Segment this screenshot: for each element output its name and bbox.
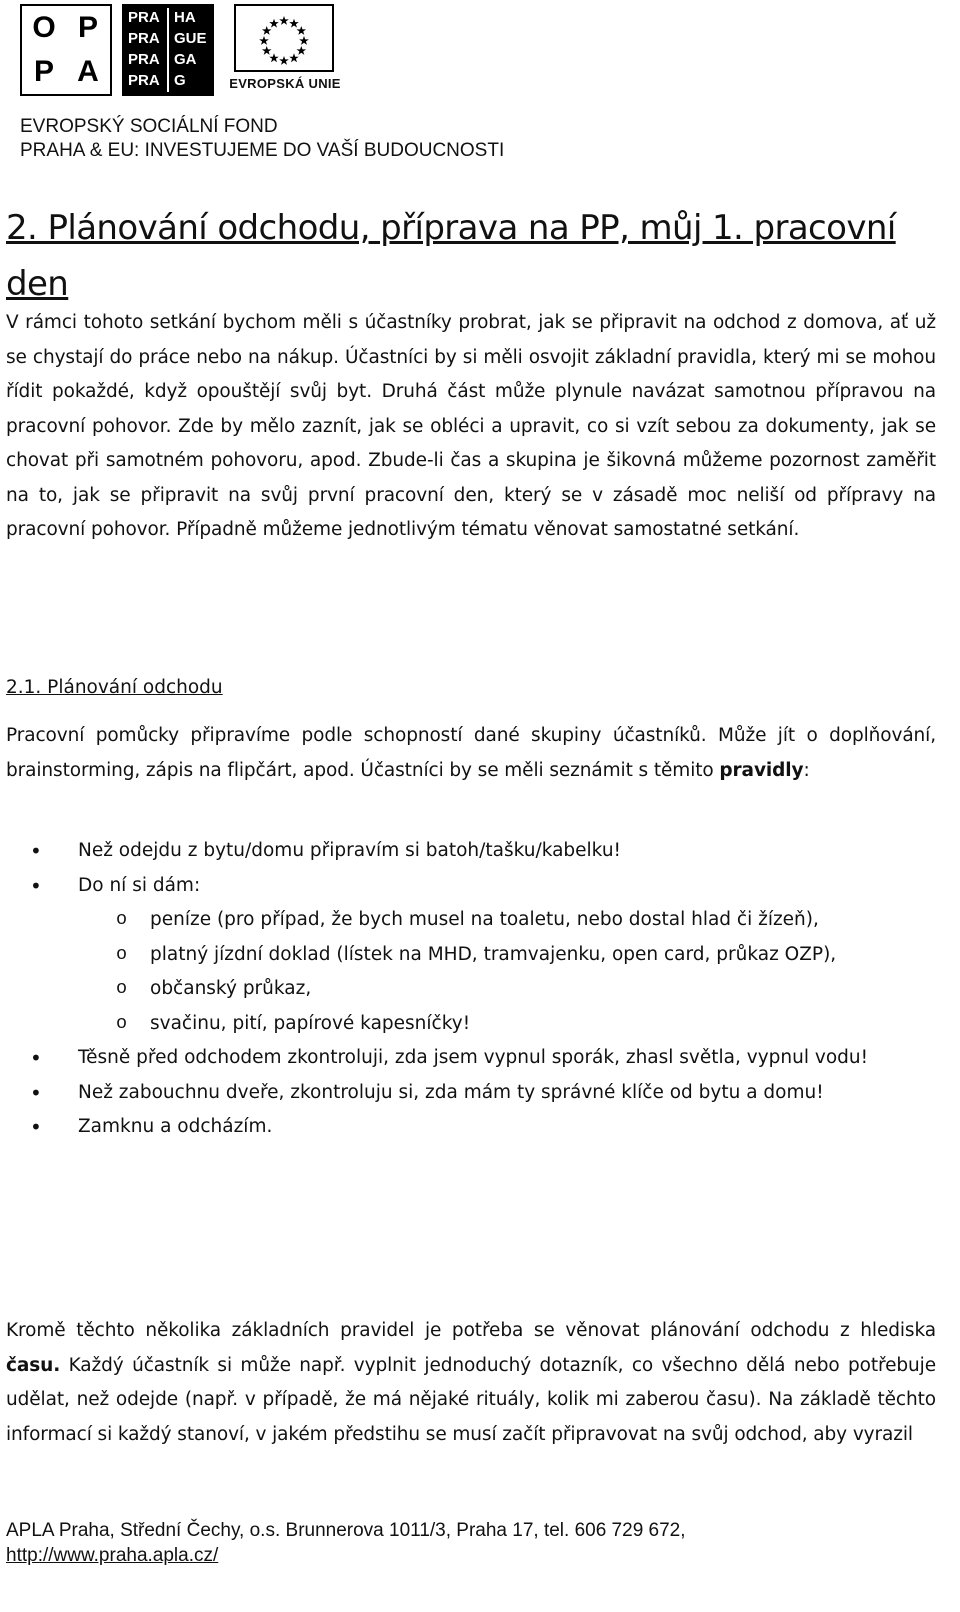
prague-logo (122, 4, 214, 96)
prague-logo-text: PRA (128, 30, 160, 47)
prague-logo-text: PRA (128, 51, 160, 68)
eu-flag-icon (234, 4, 334, 72)
oppa-logo-letter: O (22, 6, 66, 50)
prague-logo-text: PRA (128, 72, 160, 89)
rules-intro-text: Pracovní pomůcky připravíme podle schopností dané skupiny účastníků. Může jít o doplňování, brainstorming, zápis na flipčárt, apod. Účastníci by se měli seznámit s těmito (6, 725, 936, 781)
prague-logo-text: GUE (174, 30, 207, 47)
bag-item: o platný jízdní doklad (lístek na MHD, tramvajenku, open card, průkaz OZP), (78, 938, 936, 973)
oppa-logo (20, 4, 112, 96)
eu-stars-icon (236, 6, 332, 70)
rule-item: • Těsně před odchodem zkontroluji, zda jsem vypnul sporák, zhasl světla, vypnul vodu! (6, 1041, 936, 1076)
prague-logo-text: GA (174, 51, 197, 68)
prague-logo-text: G (174, 72, 186, 89)
footer-address: APLA Praha, Střední Čechy, o.s. Brunnerova 1011/3, Praha 17, tel. 606 729 672, (6, 1520, 686, 1541)
eu-logo (226, 4, 344, 96)
fund-line-1: EVROPSKÝ SOCIÁLNÍ FOND (20, 116, 278, 137)
prague-logo-text: PRA (128, 9, 160, 26)
time-keyword: času. (6, 1354, 61, 1376)
bag-item: o peníze (pro případ, že bych musel na toaletu, nebo dostal hlad či žízeň), (78, 903, 936, 938)
rules-list (6, 834, 936, 1145)
rules-keyword: pravidly (719, 759, 804, 781)
footer-website-link[interactable]: http://www.praha.apla.cz/ (6, 1545, 219, 1566)
rules-intro-paragraph (6, 719, 936, 788)
oppa-logo-letter: P (22, 50, 66, 94)
rules-intro-colon: : (803, 759, 810, 781)
fund-line-2: PRAHA & EU: INVESTUJEME DO VAŠÍ BUDOUCNOSTI (20, 140, 505, 161)
eu-label: EVROPSKÁ UNIE (229, 76, 341, 91)
oppa-logo-letter: P (66, 6, 110, 50)
time-planning-paragraph (6, 1314, 936, 1452)
bag-item: o občanský průkaz, (78, 972, 936, 1007)
subsection-heading: 2.1. Plánování odchodu (6, 677, 223, 698)
header-logos (20, 4, 350, 96)
prague-logo-text: HA (174, 9, 196, 26)
intro-paragraph: V rámci tohoto setkání bychom měli s účastníky probrat, jak se připravit na odchod z domova, ať už se chystají do práce nebo na nákup. Účastníci by si měli osvojit základní pravidla, který mi se mohou řídit pokaždé, když opouštějí svůj byt. Druhá část může plynule navázat samotnou přípravou na pracovní pohovor. Zde by mělo zaznít, jak se obléci a upravit, co si vzít sebou za dokumenty, jak se chovat při samotném pohovoru, apod. Zbude-li čas a skupina je šikovná můžeme pozornost zaměřit na to, jak se připravit na svůj první pracovní den, který se v zásadě moc neliší od přípravy na pracovní pohovor. Případně můžeme jednotlivým tématu věnovat samostatné setkání. (6, 312, 936, 540)
bag-items-list (78, 903, 936, 1041)
rule-item: • Než odejdu z bytu/domu připravím si batoh/tašku/kabelku! (6, 834, 936, 869)
oppa-logo-letter: A (66, 50, 110, 94)
rule-item: • Zamknu a odcházím. (6, 1110, 936, 1145)
time-planning-text-continued: Každý účastník si může např. vyplnit jednoduchý dotazník, co všechno dělá nebo potřebuje udělat, než odejde (např. v případě, že má nějaké rituály, kolik mi zaberou času). Na základě těchto informací si každý stanoví, v jakém předstihu se musí začít připravovat na svůj odchod, aby vyrazil (6, 1354, 936, 1445)
rule-item (6, 869, 936, 1042)
rule-item-text: Do ní si dám: (78, 874, 201, 896)
rule-item: • Než zabouchnu dveře, zkontroluju si, zda mám ty správné klíče od bytu a domu! (6, 1076, 936, 1111)
time-planning-text: Kromě těchto několika základních pravidel je potřeba se věnovat plánování odchodu z hlediska (6, 1320, 936, 1341)
footer-link-line (6, 1545, 218, 1567)
bag-item: o svačinu, pití, papírové kapesníčky! (78, 1007, 936, 1042)
section-heading: 2. Plánování odchodu, příprava na PP, můj 1. pracovní den (6, 208, 896, 304)
